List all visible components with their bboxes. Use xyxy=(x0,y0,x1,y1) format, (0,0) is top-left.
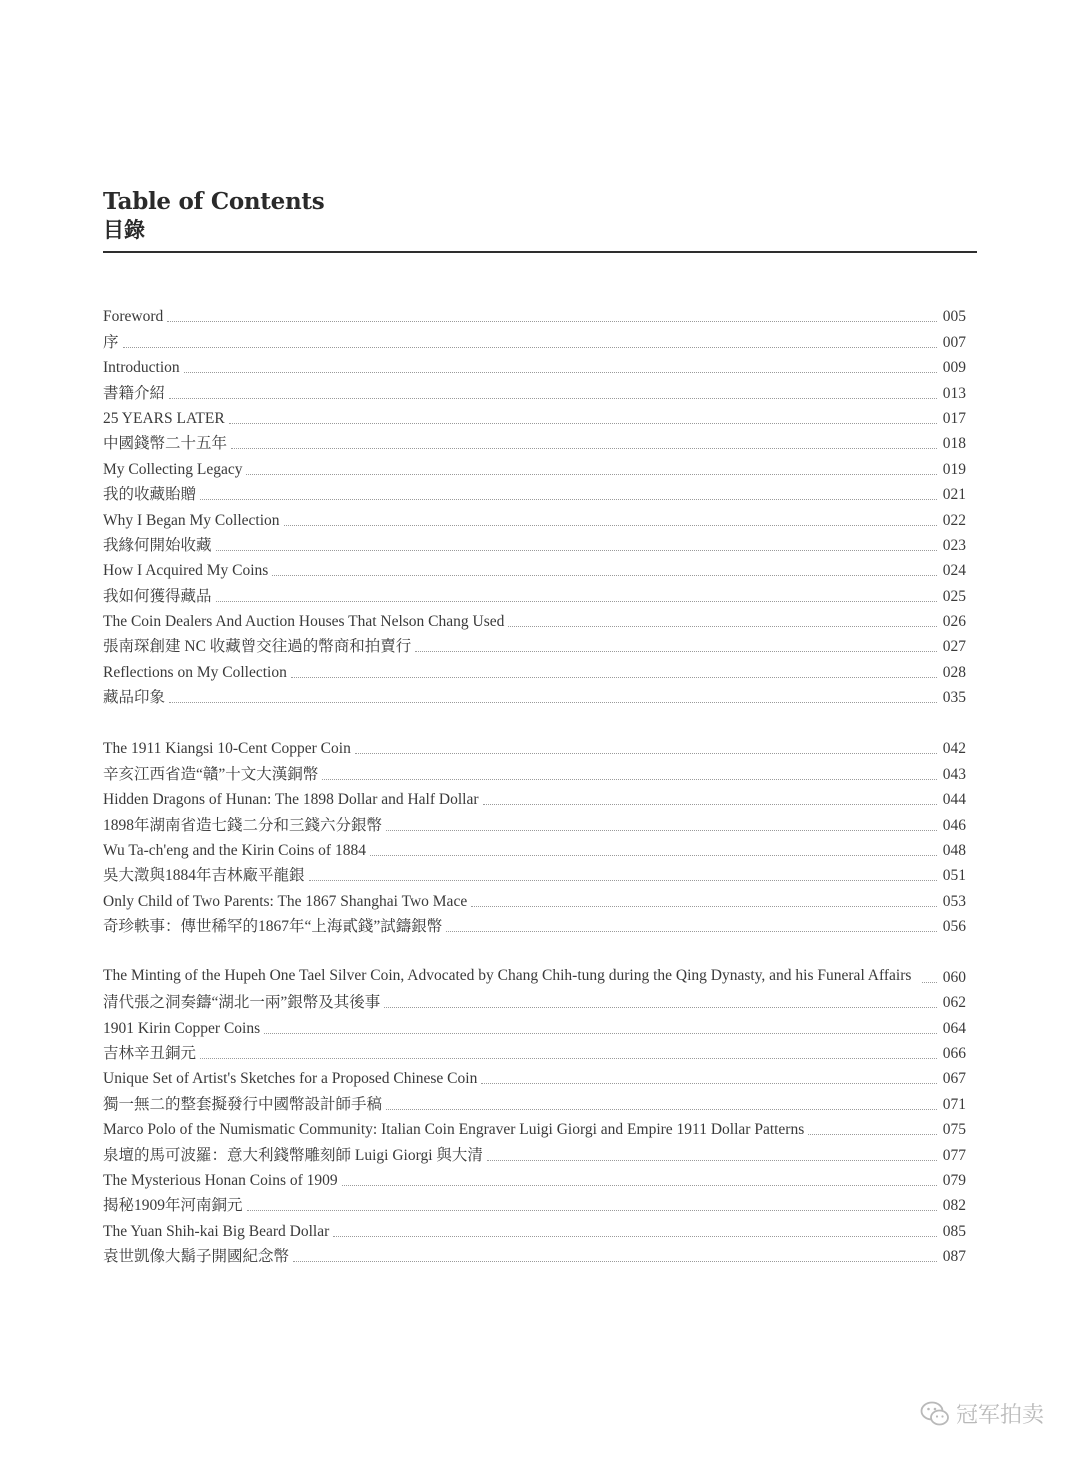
toc-section-front-matter xyxy=(103,302,966,708)
toc-entry[interactable] xyxy=(103,378,966,403)
toc-entry-title: Unique Set of Artist's Sketches for a Proposed Chinese Coin xyxy=(103,1070,478,1088)
toc-entry-page-number: 028 xyxy=(942,663,966,681)
watermark-text: 冠军拍卖 xyxy=(955,1403,1044,1428)
dot-leader xyxy=(231,448,937,449)
dot-leader xyxy=(471,906,937,907)
toc-entry-page-number: 064 xyxy=(942,1019,966,1037)
dot-leader xyxy=(200,1058,937,1059)
dot-leader xyxy=(167,321,937,322)
toc-entry[interactable] xyxy=(103,632,966,657)
toc-entry-title: Why I Began My Collection xyxy=(103,511,280,529)
dot-leader xyxy=(342,1185,937,1186)
toc-entry-page-number: 018 xyxy=(942,435,966,453)
toc-entry-title: Only Child of Two Parents: The 1867 Shanghai Two Mace xyxy=(103,892,468,910)
toc-entry-page-number: 044 xyxy=(942,791,966,809)
toc-entry-title: Foreword xyxy=(103,308,164,326)
toc-entry[interactable] xyxy=(103,1115,966,1140)
dot-leader xyxy=(922,982,937,983)
dot-leader xyxy=(200,499,937,500)
dot-leader xyxy=(481,1083,937,1084)
toc-entry[interactable] xyxy=(103,505,966,530)
dot-leader xyxy=(355,753,937,754)
page-title: Table of Contents xyxy=(103,188,325,215)
toc-section-articles xyxy=(103,734,966,1267)
toc-entry[interactable] xyxy=(103,988,966,1013)
toc-entry-page-number: 026 xyxy=(942,613,966,631)
toc-entry-page-number: 077 xyxy=(942,1146,966,1164)
watermark xyxy=(920,1398,1044,1429)
toc-entry-title: 泉壇的馬可波羅：意大利錢幣雕刻師 Luigi Giorgi 與大清 xyxy=(103,1146,483,1164)
toc-entry-page-number: 066 xyxy=(942,1045,966,1063)
dot-leader xyxy=(415,651,937,652)
toc-entry[interactable] xyxy=(103,836,966,861)
toc-header xyxy=(103,187,977,243)
dot-leader xyxy=(446,931,937,932)
toc-entry-page-number: 056 xyxy=(942,918,966,936)
toc-entry-title: Hidden Dragons of Hunan: The 1898 Dollar and Half Dollar xyxy=(103,791,479,809)
toc-entry[interactable] xyxy=(103,327,966,352)
toc-entry[interactable] xyxy=(103,607,966,632)
toc-entry[interactable] xyxy=(103,480,966,505)
toc-entry[interactable] xyxy=(103,1216,966,1241)
toc-entry-title: The Minting of the Hupeh One Tael Silver Coin, Advocated by Chang Chih-tung during the Qing Dynasty, and his Funeral Affairs xyxy=(103,966,912,984)
toc-entry-title: 辛亥江西省造“贛”十文大漢銅幣 xyxy=(103,765,319,783)
toc-entry-page-number: 019 xyxy=(942,460,966,478)
toc-entry-page-number: 025 xyxy=(942,587,966,605)
toc-entry-page-number: 042 xyxy=(942,740,966,758)
toc-entry-page-number: 075 xyxy=(942,1121,966,1139)
dot-leader xyxy=(229,423,937,424)
toc-entry-title: 奇珍軼事：傳世稀罕的1867年“上海貳錢”試鑄銀幣 xyxy=(103,918,443,936)
dot-leader xyxy=(264,1033,937,1034)
toc-entry[interactable] xyxy=(103,531,966,556)
toc-entry-page-number: 082 xyxy=(942,1197,966,1215)
toc-entry[interactable] xyxy=(103,1089,966,1114)
dot-leader xyxy=(169,702,937,703)
toc-entry-title: The Yuan Shih-kai Big Beard Dollar xyxy=(103,1222,330,1240)
toc-entry[interactable] xyxy=(103,556,966,581)
toc-entry-page-number: 043 xyxy=(942,765,966,783)
toc-entry-page-number: 046 xyxy=(942,816,966,834)
page-title-chinese: 目錄 xyxy=(103,217,145,242)
toc-entry[interactable] xyxy=(103,937,966,988)
dot-leader xyxy=(483,804,938,805)
header-divider xyxy=(103,251,977,253)
toc-entry-page-number: 021 xyxy=(942,486,966,504)
dot-leader xyxy=(322,779,937,780)
toc-entry-title: 獨一無二的整套擬發行中國幣設計師手稿 xyxy=(103,1095,383,1113)
toc-entry-title: 我緣何開始收藏 xyxy=(103,536,212,554)
toc-entry-page-number: 060 xyxy=(942,968,966,986)
toc-entry-title: 我如何獲得藏品 xyxy=(103,587,212,605)
toc-entry-title: 序 xyxy=(103,333,119,351)
dot-leader xyxy=(293,1261,937,1262)
toc-entry-title: Introduction xyxy=(103,359,180,377)
toc-entry-title: 1901 Kirin Copper Coins xyxy=(103,1019,261,1037)
dot-leader xyxy=(169,398,937,399)
toc-entry-title: 藏品印象 xyxy=(103,689,166,707)
dot-leader xyxy=(291,677,937,678)
toc-entry-title: 清代張之洞奏鑄“湖北一兩”銀幣及其後事 xyxy=(103,994,381,1012)
toc-entry-page-number: 051 xyxy=(942,867,966,885)
dot-leader xyxy=(508,626,937,627)
dot-leader xyxy=(386,1109,937,1110)
toc-entry[interactable] xyxy=(103,1039,966,1064)
toc-entry[interactable] xyxy=(103,861,966,886)
toc-entry[interactable] xyxy=(103,454,966,479)
dot-leader xyxy=(370,855,937,856)
toc-entry-page-number: 035 xyxy=(942,689,966,707)
toc-entry[interactable] xyxy=(103,810,966,835)
toc-entry[interactable] xyxy=(103,353,966,378)
toc-entry[interactable] xyxy=(103,912,966,937)
toc-entry-page-number: 024 xyxy=(942,562,966,580)
toc-entry[interactable] xyxy=(103,1140,966,1165)
toc-entry-title: The Mysterious Honan Coins of 1909 xyxy=(103,1172,338,1190)
toc-entry[interactable] xyxy=(103,1242,966,1267)
dot-leader xyxy=(123,347,937,348)
toc-entry-page-number: 017 xyxy=(942,409,966,427)
toc-entry-page-number: 087 xyxy=(942,1248,966,1266)
toc-entry[interactable] xyxy=(103,1191,966,1216)
toc-entry[interactable] xyxy=(103,581,966,606)
toc-entry[interactable] xyxy=(103,683,966,708)
toc-entry-title: 揭秘1909年河南銅元 xyxy=(103,1197,243,1215)
toc-entry-title: 吳大澂與1884年吉林廠平龍銀 xyxy=(103,867,305,885)
dot-leader xyxy=(808,1134,937,1135)
toc-entry-page-number: 048 xyxy=(942,841,966,859)
toc-entry-title: How I Acquired My Coins xyxy=(103,562,269,580)
toc-entry[interactable] xyxy=(103,785,966,810)
toc-entry-title: 1898年湖南省造七錢二分和三錢六分銀幣 xyxy=(103,816,383,834)
dot-leader xyxy=(246,474,937,475)
toc-entry-title: Reflections on My Collection xyxy=(103,663,287,681)
toc-entry-page-number: 027 xyxy=(942,638,966,656)
dot-leader xyxy=(184,372,937,373)
toc-entry[interactable] xyxy=(103,886,966,911)
toc-entry-page-number: 067 xyxy=(942,1070,966,1088)
toc-entry-page-number: 007 xyxy=(942,333,966,351)
toc-entry[interactable] xyxy=(103,1064,966,1089)
toc-entry-title: Marco Polo of the Numismatic Community: Italian Coin Engraver Luigi Giorgi and Empire 1911 Dollar Patterns xyxy=(103,1121,805,1139)
toc-entry-page-number: 005 xyxy=(942,308,966,326)
toc-entry-title: The 1911 Kiangsi 10-Cent Copper Coin xyxy=(103,740,351,758)
toc-entry-title: My Collecting Legacy xyxy=(103,460,243,478)
toc-entry[interactable] xyxy=(103,404,966,429)
toc-entry-title: 袁世凱像大鬍子開國紀念幣 xyxy=(103,1248,290,1266)
toc-entry-page-number: 079 xyxy=(942,1172,966,1190)
dot-leader xyxy=(386,830,937,831)
dot-leader xyxy=(247,1210,937,1211)
dot-leader xyxy=(216,550,937,551)
toc-entry[interactable] xyxy=(103,734,966,759)
toc-entry-title: 書籍介紹 xyxy=(103,384,166,402)
toc-entry[interactable] xyxy=(103,429,966,454)
toc-entry-page-number: 062 xyxy=(942,994,966,1012)
toc-entry[interactable] xyxy=(103,657,966,682)
dot-leader xyxy=(487,1160,937,1161)
toc-entry[interactable] xyxy=(103,1013,966,1038)
wechat-icon xyxy=(920,1400,950,1428)
toc-entry-page-number: 009 xyxy=(942,359,966,377)
toc-entry-title: 25 YEARS LATER xyxy=(103,409,225,427)
toc-entry-page-number: 053 xyxy=(942,892,966,910)
toc-entry[interactable] xyxy=(103,759,966,784)
toc-entry-title: 中國錢幣二十五年 xyxy=(103,435,228,453)
toc-entry[interactable] xyxy=(103,1166,966,1191)
toc-entry-page-number: 022 xyxy=(942,511,966,529)
toc-entry-page-number: 071 xyxy=(942,1095,966,1113)
dot-leader xyxy=(333,1236,937,1237)
toc-entry-page-number: 023 xyxy=(942,536,966,554)
dot-leader xyxy=(272,575,937,576)
toc-entry-title: The Coin Dealers And Auction Houses That Nelson Chang Used xyxy=(103,613,505,631)
toc-entry-title: Wu Ta-ch'eng and the Kirin Coins of 1884 xyxy=(103,841,366,859)
toc-entry-title: 張南琛創建 NC 收藏曾交往過的幣商和拍賣行 xyxy=(103,638,412,656)
toc-entry[interactable] xyxy=(103,302,966,327)
dot-leader xyxy=(384,1007,937,1008)
toc-entry-title: 我的收藏貽贈 xyxy=(103,486,197,504)
dot-leader xyxy=(216,601,937,602)
toc-entry-page-number: 013 xyxy=(942,384,966,402)
dot-leader xyxy=(284,525,938,526)
toc-entry-title: 吉林辛丑銅元 xyxy=(103,1045,197,1063)
toc-entry-page-number: 085 xyxy=(942,1222,966,1240)
dot-leader xyxy=(309,880,937,881)
